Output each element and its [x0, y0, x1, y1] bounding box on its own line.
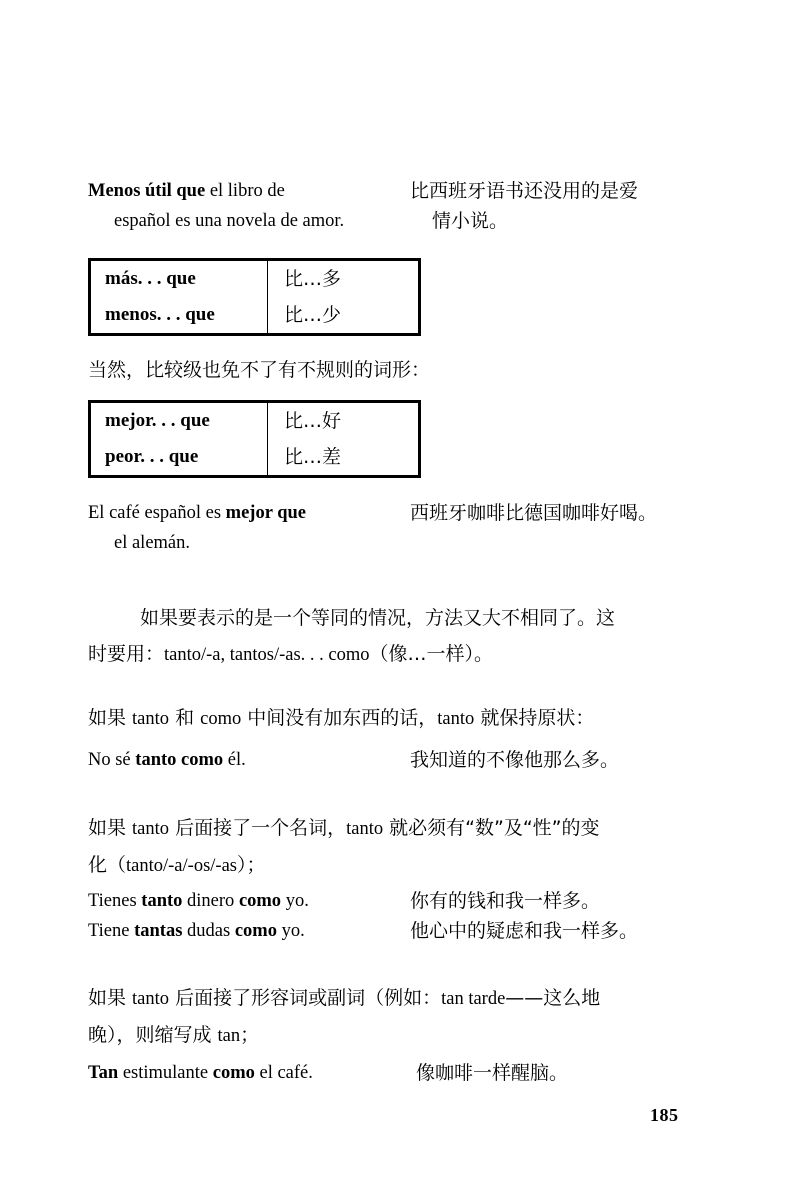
rule-tanto-noun-agreement: [88, 810, 600, 884]
paragraph-text: 晚），则缩写成: [88, 1024, 218, 1046]
example-spanish-text: [88, 886, 408, 916]
example-spanish-text: [88, 1058, 408, 1088]
spanish-bold-phrase: como: [212, 1063, 255, 1083]
spanish-bold-phrase: mejor que: [225, 503, 306, 523]
latin-inline-text: tanto: [437, 709, 475, 729]
latin-inline-text: tanto: [132, 709, 170, 729]
spanish-line-2: español es una novela de amor.: [114, 211, 345, 231]
spanish-bold-phrase: como: [234, 921, 277, 941]
paragraph-line: [88, 1017, 600, 1054]
latin-inline-text: como: [200, 709, 242, 729]
chinese-line-1: 他心中的疑虑和我一样多。: [410, 920, 639, 942]
paragraph-text: 如果: [88, 987, 133, 1009]
chinese-line-1: 你有的钱和我一样多。: [410, 890, 601, 912]
paragraph-line: [88, 980, 600, 1017]
spanish-plain-text: No sé: [88, 750, 136, 770]
note-irregular-forms: 当然，比较级也免不了有不规则的词形：: [88, 359, 431, 381]
example-chinese-text: [410, 745, 619, 775]
table-cell-spanish: menos. . . que: [105, 304, 215, 325]
spanish-plain-text: El café español es: [88, 503, 226, 523]
table-cell-chinese: 比…少: [267, 297, 418, 333]
latin-inline-text: tanto/-a, tantos/-as. . . como: [164, 645, 370, 665]
example-chinese-text: [410, 176, 638, 236]
paragraph-text: 和: [169, 707, 201, 729]
spanish-plain-text: estimulante: [118, 1063, 213, 1083]
spanish-bold-phrase: Menos útil que: [88, 181, 206, 201]
paragraph-text: 后面接了一个名词，: [169, 817, 347, 839]
spanish-line-2: el alemán.: [114, 533, 191, 553]
spanish-plain-text: dinero: [182, 891, 239, 911]
paragraph-text: 中间没有加东西的话，: [241, 707, 438, 729]
latin-inline-text: tanto: [132, 989, 170, 1009]
chinese-line-1: 像咖啡一样醒脑。: [416, 1062, 569, 1084]
paragraph-line: [88, 600, 615, 636]
example-spanish-text: [88, 916, 408, 946]
paragraph-text: 就保持原状：: [474, 707, 595, 729]
paragraph-line: [88, 847, 600, 884]
table-row: [91, 261, 418, 297]
table-cell-spanish: peor. . . que: [105, 446, 199, 467]
spanish-plain-text: él.: [223, 750, 246, 770]
chinese-line-1: 比西班牙语书还没用的是爱: [410, 180, 639, 202]
paragraph-text: 就必须有“数”及“性”的变: [383, 817, 600, 839]
table-row: [91, 297, 418, 333]
spanish-plain-text: yo.: [281, 891, 309, 911]
latin-inline-text: tan: [217, 1026, 241, 1046]
paragraph-text: ；: [240, 1024, 260, 1046]
latin-inline-text: tanto: [132, 819, 170, 839]
latin-inline-text: tanto: [346, 819, 384, 839]
spanish-bold-phrase: Tan: [88, 1063, 119, 1083]
spanish-plain-text: yo.: [276, 921, 305, 941]
paragraph-line: [88, 700, 594, 737]
spanish-plain-text: el café.: [254, 1063, 313, 1083]
paragraph-line: [88, 636, 615, 673]
paragraph-text: 后面接了形容词或副词（例如：: [169, 987, 442, 1009]
paragraph-text: 如果要表示的是一个等同的情况，方法又大不相同了。这: [140, 607, 616, 629]
table-cell-chinese: 比…好: [267, 403, 418, 439]
table-row: [91, 403, 418, 439]
example-chinese-text: [416, 1058, 568, 1088]
chinese-line-2: 情小说。: [432, 210, 509, 232]
spanish-bold-phrase: como: [238, 891, 282, 911]
rule-tanto-como-no-middle: [88, 700, 594, 737]
rule-tanto-adjective-adverb: [88, 980, 600, 1054]
table-cell-chinese: 比…差: [267, 439, 418, 475]
spanish-plain-text: Tienes: [88, 891, 142, 911]
spanish-plain-text: el libro de: [205, 181, 285, 201]
example-chinese-text: [410, 498, 657, 528]
paragraph-text: 如果: [88, 817, 133, 839]
example-spanish-text: [88, 745, 408, 775]
table-cell-chinese: 比…多: [267, 261, 418, 297]
spanish-plain-text: dudas: [182, 921, 235, 941]
example-spanish-text: [88, 498, 408, 558]
spanish-bold-phrase: tanto: [141, 891, 183, 911]
paragraph-text: 如果: [88, 707, 133, 729]
paragraph-text: ——这么地: [505, 987, 601, 1009]
example-chinese-text: [410, 886, 600, 916]
table-mas-menos: [88, 258, 421, 336]
table-row: [91, 439, 418, 475]
example-spanish-text: [88, 176, 408, 236]
paragraph-text: 化（: [88, 854, 127, 876]
paragraph-text: ）；: [236, 854, 266, 876]
latin-inline-text: tanto/-a/-os/-as: [126, 856, 237, 876]
table-cell-spanish: más. . . que: [105, 268, 196, 289]
paragraph-line: [88, 810, 600, 847]
spanish-bold-phrase: tanto como: [135, 750, 224, 770]
chinese-line-1: 我知道的不像他那么多。: [410, 749, 620, 771]
paragraph-text: （像…一样）。: [369, 643, 494, 665]
chinese-line-1: 西班牙咖啡比德国咖啡好喝。: [410, 502, 658, 524]
table-mejor-peor: [88, 400, 421, 478]
spanish-bold-phrase: tantas: [134, 921, 183, 941]
spanish-plain-text: Tiene: [88, 921, 135, 941]
latin-inline-text: tan tarde: [441, 989, 506, 1009]
page-number: 185: [650, 1105, 679, 1125]
paragraph-text: 时要用：: [88, 643, 165, 665]
example-chinese-text: [410, 916, 638, 946]
paragraph-equality: [88, 600, 615, 673]
table-cell-spanish: mejor. . . que: [105, 410, 210, 431]
